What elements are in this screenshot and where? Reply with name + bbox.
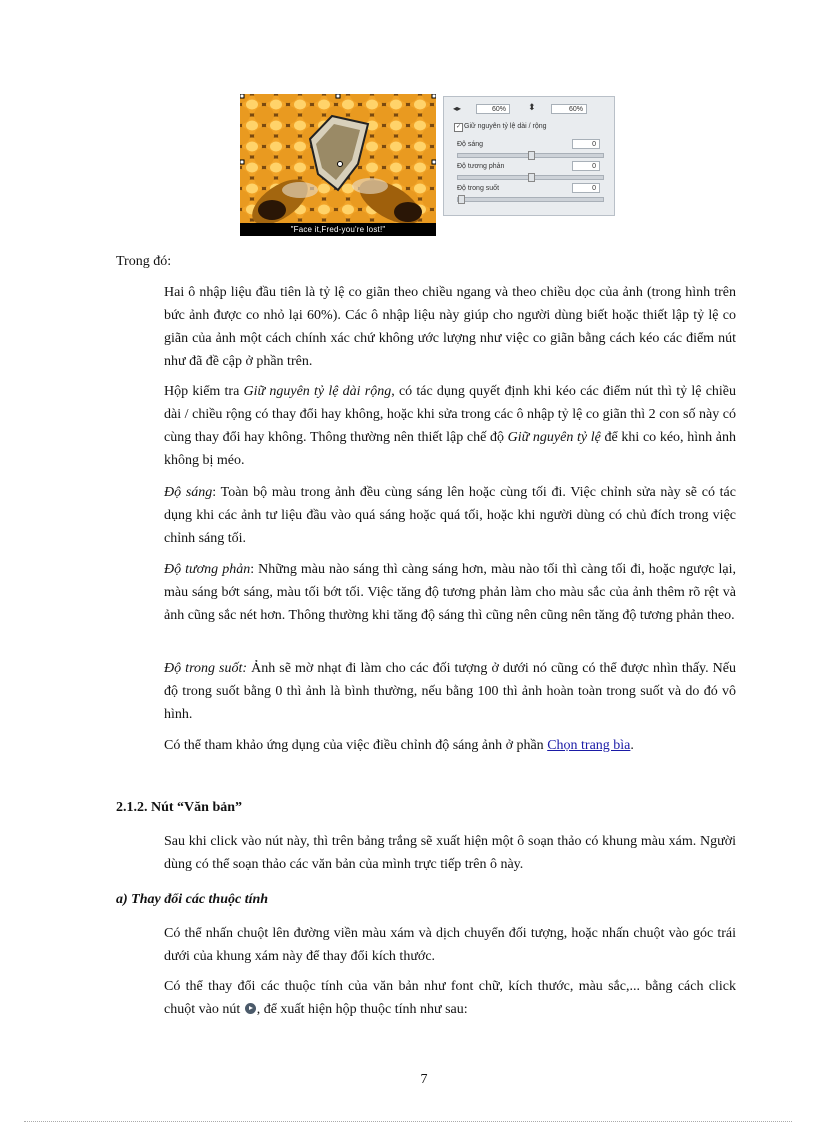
paragraph-scale	[116, 281, 736, 373]
paragraph-keep-ratio	[116, 380, 736, 472]
figure	[240, 94, 616, 236]
contrast-slider-thumb[interactable]	[528, 173, 535, 182]
p4-text: : Những màu nào sáng thì càng sáng hơn, màu nào tối thì càng tối đi, hoặc ngược lại, màu sáng bớt sáng, màu tối bớt tối. Việc tăng độ tương phản làm cho màu sắc của ảnh thêm rõ rệt và ảnh cũng sắc nét hơn. Thông thường khi tăng độ sáng thì cũng nên cũng nên tăng độ tương phản theo.	[164, 562, 736, 623]
section-heading: 2.1.2. Nút “Văn bản”	[116, 800, 243, 815]
p9-a: Có thể thay đổi các thuộc tính của văn bản như font chữ, kích thước, màu sắc,... bằng cách click chuột vào nút	[164, 979, 736, 1017]
image-caption: "Face it,Fred-you're lost!"	[240, 223, 436, 236]
transparency-label: Độ trong suốt	[457, 185, 500, 192]
p2-em1: Giữ nguyên tỷ lệ dài rộng	[243, 384, 392, 399]
paragraph-text-button-text: Sau khi click vào nút này, thì trên bảng trắng sẽ xuất hiện một ô soạn thảo có khung màu xám. Người dùng có thể soạn thảo các văn bản của mình trực tiếp trên ô này.	[164, 834, 736, 872]
p2-a: Hộp kiểm tra	[164, 384, 244, 399]
height-scale-input[interactable]: 60%	[551, 104, 587, 114]
p5-term: Độ trong suốt:	[164, 661, 248, 676]
brightness-slider-thumb[interactable]	[528, 151, 535, 160]
paragraph-brightness	[116, 481, 736, 550]
paragraph-text-button	[116, 830, 736, 876]
paragraph-reference	[116, 734, 736, 757]
p6-text: Có thể tham khảo ứng dụng của việc điều chỉnh độ sáng ảnh ở phần	[164, 738, 548, 753]
width-arrows-icon: ◂▸	[453, 104, 462, 113]
cover-page-link[interactable]: Chọn trang bìa	[547, 738, 631, 753]
brightness-label: Độ sáng	[457, 141, 484, 148]
p3-term: Độ sáng	[164, 485, 213, 500]
p9-b: , để xuất hiện hộp thuộc tính như sau:	[256, 1002, 468, 1017]
width-scale-input[interactable]: 60%	[476, 104, 510, 114]
contrast-label: Độ tương phản	[457, 163, 505, 170]
image-properties-panel	[443, 96, 615, 216]
page-bottom-border	[24, 1121, 792, 1122]
p6-end: .	[630, 738, 634, 753]
height-arrows-icon: ⬍	[528, 102, 536, 112]
transparency-slider-thumb[interactable]	[458, 195, 465, 204]
transparency-input[interactable]: 0	[572, 183, 600, 193]
keep-ratio-checkbox[interactable]: ✓	[455, 124, 462, 130]
keep-ratio-label: Giữ nguyên tỷ lệ dài / rộng	[464, 123, 547, 130]
intro-text: Trong đó:	[116, 254, 172, 269]
paragraph-scale-text: Hai ô nhập liệu đầu tiên là tỷ lệ co giãn theo chiều ngang và theo chiều dọc của ảnh (trong hình trên bức ảnh được co nhỏ lại 60%). Các ô nhập liệu này giúp cho người dùng biết hoặc thiết lập tỷ lệ co giãn của ảnh một cách chính xác chứ không ước lượng như việc co giãn bằng cách kéo các điểm nút như đã đề cập ở phần trên.	[164, 285, 736, 369]
p2-b: , có tác dụng quyết định khi kéo các điểm nút thì tỷ lệ chiều dài / chiều rộng có thay đổi hay không, hoặc khi sửa trong các ô nhập tỷ lệ co giãn thì 2 con số này có cùng thay đổi hay không. Thông thường nên thiết lập chế độ	[164, 384, 737, 445]
p5-text: Ảnh sẽ mờ nhạt đi làm cho các đối tượng ở dưới nó cũng có thể được nhìn thấy. Nếu độ trong suốt bằng 0 thì ảnh là bình thường, nếu bằng 100 thì ảnh hoàn toàn trong suốt và do đó vô hình.	[164, 661, 736, 722]
subheading: a) Thay đổi các thuộc tính	[116, 892, 269, 907]
paragraph-transparency	[116, 657, 736, 726]
page-number: 7	[420, 1072, 428, 1087]
paragraph-contrast	[116, 558, 736, 627]
p2-c: để khi co kéo, hình ảnh không bị méo.	[164, 430, 736, 468]
brightness-slider[interactable]	[457, 153, 604, 158]
paragraph-properties	[116, 975, 736, 1021]
brightness-input[interactable]: 0	[572, 139, 600, 149]
bee-honeycomb-image	[240, 94, 436, 236]
contrast-input[interactable]: 0	[572, 161, 600, 171]
p2-em2: Giữ nguyên tỷ lệ	[507, 430, 601, 445]
paragraph-move-resize-text: Có thể nhấn chuột lên đường viền màu xám và dịch chuyển đối tượng, hoặc nhấn chuột vào góc trái dưới của khung xám này để thay đổi kích thước.	[164, 926, 736, 964]
transparency-slider[interactable]	[457, 197, 604, 202]
paragraph-move-resize	[116, 922, 736, 968]
contrast-slider[interactable]	[457, 175, 604, 180]
p3-text: : Toàn bộ màu trong ảnh đều cùng sáng lên hoặc cùng tối đi. Việc chỉnh sửa này sẽ có tác dụng khi các ảnh tư liệu đầu vào quá sáng hoặc quá tối, hoặc khi người dùng có chủ đích trong việc chỉnh sáng tối.	[164, 485, 736, 546]
p4-term: Độ tương phản	[164, 562, 251, 577]
play-circle-icon	[245, 1003, 256, 1014]
